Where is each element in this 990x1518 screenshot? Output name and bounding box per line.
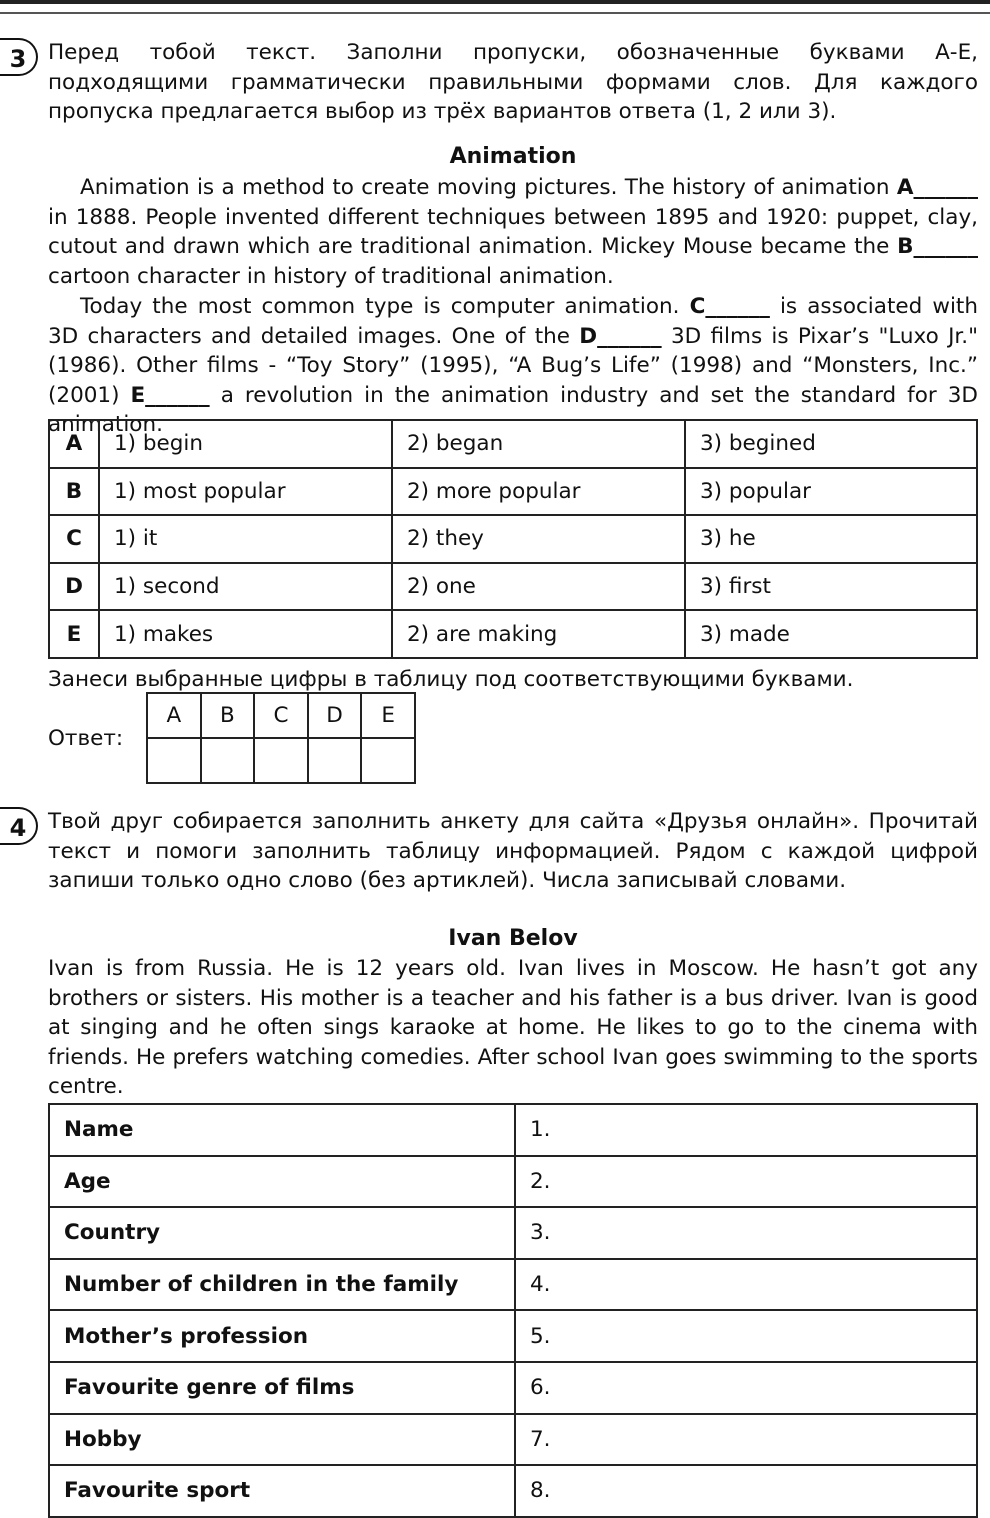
table-row (49, 1310, 977, 1362)
answer-field[interactable]: 6. (515, 1362, 977, 1414)
option-cell: 2) one (392, 563, 685, 611)
option-cell: 2) began (392, 420, 685, 468)
table-row (49, 1156, 977, 1208)
field-label: Country (49, 1207, 515, 1259)
gap-e: E______ (130, 382, 210, 408)
answer-field[interactable]: 5. (515, 1310, 977, 1362)
answer-cell-a[interactable] (147, 738, 201, 783)
option-letter: E (49, 610, 99, 658)
answer-header: E (361, 693, 415, 738)
answer-header: B (201, 693, 255, 738)
answer-cell-d[interactable] (308, 738, 362, 783)
answer-field[interactable]: 3. (515, 1207, 977, 1259)
table-row (49, 1104, 977, 1156)
table-row (49, 563, 977, 611)
option-letter: C (49, 515, 99, 563)
q4-text-title: Ivan Belov (448, 926, 578, 951)
gap-b: B______ (897, 234, 978, 259)
table-row (49, 468, 977, 516)
question-number-4: 4 (0, 807, 38, 845)
field-label: Hobby (49, 1414, 515, 1466)
answer-cell-e[interactable] (361, 738, 415, 783)
option-cell: 2) they (392, 515, 685, 563)
table-row (49, 515, 977, 563)
q4-text: Ivan is from Russia. He is 12 years old. Ivan lives in Moscow. He hasn’t got any brothers or sisters. His mother is a teacher and his father is a bus driver. Ivan is good at singing and he often sings karaoke at home. He likes to go to the cinema with friends. He prefers watching comedies. After school Ivan goes swimming to the sports centre. (48, 956, 978, 1099)
option-cell: 1) it (99, 515, 392, 563)
option-cell: 1) second (99, 563, 392, 611)
gap-d: D______ (579, 323, 662, 349)
answer-header: A (147, 693, 201, 738)
option-cell: 1) makes (99, 610, 392, 658)
gap-c: C______ (689, 294, 770, 319)
options-table (48, 419, 978, 659)
option-cell: 1) most popular (99, 468, 392, 516)
option-letter: D (49, 563, 99, 611)
option-cell: 1) begin (99, 420, 392, 468)
q3-paragraph-2: Today the most common type is computer animation. C______ is associated with 3D characters and detailed images. One of the D______ 3D films is Pixar’s "Luxo Jr." (1986). Other films - “Toy Story” (1995), “A Bug’s Life” (1998) and “Monsters, Inc.” (2001) E______ a revolution in the animation industry and set the standard for 3D animation. (48, 294, 978, 437)
answer-field[interactable]: 7. (515, 1414, 977, 1466)
question-number-3: 3 (0, 38, 38, 76)
option-cell: 3) popular (685, 468, 977, 516)
option-cell: 3) begined (685, 420, 977, 468)
table-row (49, 1362, 977, 1414)
profile-table (48, 1103, 978, 1518)
table-row (49, 1465, 977, 1517)
answer-cell-c[interactable] (254, 738, 308, 783)
top-border (0, 0, 990, 4)
option-cell: 3) made (685, 610, 977, 658)
field-label: Favourite sport (49, 1465, 515, 1517)
answer-table (146, 692, 416, 784)
gap-a: A______ (896, 175, 978, 200)
option-letter: A (49, 420, 99, 468)
field-label: Mother’s profession (49, 1310, 515, 1362)
answer-field[interactable]: 8. (515, 1465, 977, 1517)
answer-field[interactable]: 2. (515, 1156, 977, 1208)
answer-label: Ответ: (48, 726, 124, 751)
answer-cell-b[interactable] (201, 738, 255, 783)
answer-header: C (254, 693, 308, 738)
field-label: Age (49, 1156, 515, 1208)
top-rule (0, 12, 990, 14)
field-label: Name (49, 1104, 515, 1156)
q4-instruction: Твой друг собирается заполнить анкету для сайта «Друзья онлайн». Прочитай текст и помоги заполнить таблицу информацией. Рядом с каждой цифрой запиши только одно слово (без артиклей). Числа записывай словами. (48, 809, 978, 893)
option-cell: 3) he (685, 515, 977, 563)
field-label: Number of children in the family (49, 1259, 515, 1311)
table-row (49, 1259, 977, 1311)
q3-instruction: Перед тобой текст. Заполни пропуски, обозначенные буквами А-Е, подходящими грамматически правильными формами слов. Для каждого пропуска предлагается выбор из трёх вариантов ответа (1, 2 или 3). (48, 40, 978, 124)
table-row (49, 1414, 977, 1466)
q3-text-title: Animation (449, 144, 577, 169)
answer-header: D (308, 693, 362, 738)
table-row (49, 1207, 977, 1259)
table-row (49, 610, 977, 658)
option-letter: B (49, 468, 99, 516)
answer-field[interactable]: 4. (515, 1259, 977, 1311)
field-label: Favourite genre of films (49, 1362, 515, 1414)
answer-field[interactable]: 1. (515, 1104, 977, 1156)
option-cell: 3) first (685, 563, 977, 611)
answer-input-row (147, 738, 415, 783)
option-cell: 2) more popular (392, 468, 685, 516)
table-row (49, 420, 977, 468)
answer-instruction: Занеси выбранные цифры в таблицу под соответствующими буквами. (48, 667, 854, 692)
q3-paragraph-1: Animation is a method to create moving pictures. The history of animation A______ in 1888. People invented different techniques between 1895 and 1920: puppet, clay, cutout and drawn which are traditional animation. Mickey Mouse became the B______ cartoon character in history of traditional animation. (48, 175, 978, 289)
answer-header-row (147, 693, 415, 738)
option-cell: 2) are making (392, 610, 685, 658)
